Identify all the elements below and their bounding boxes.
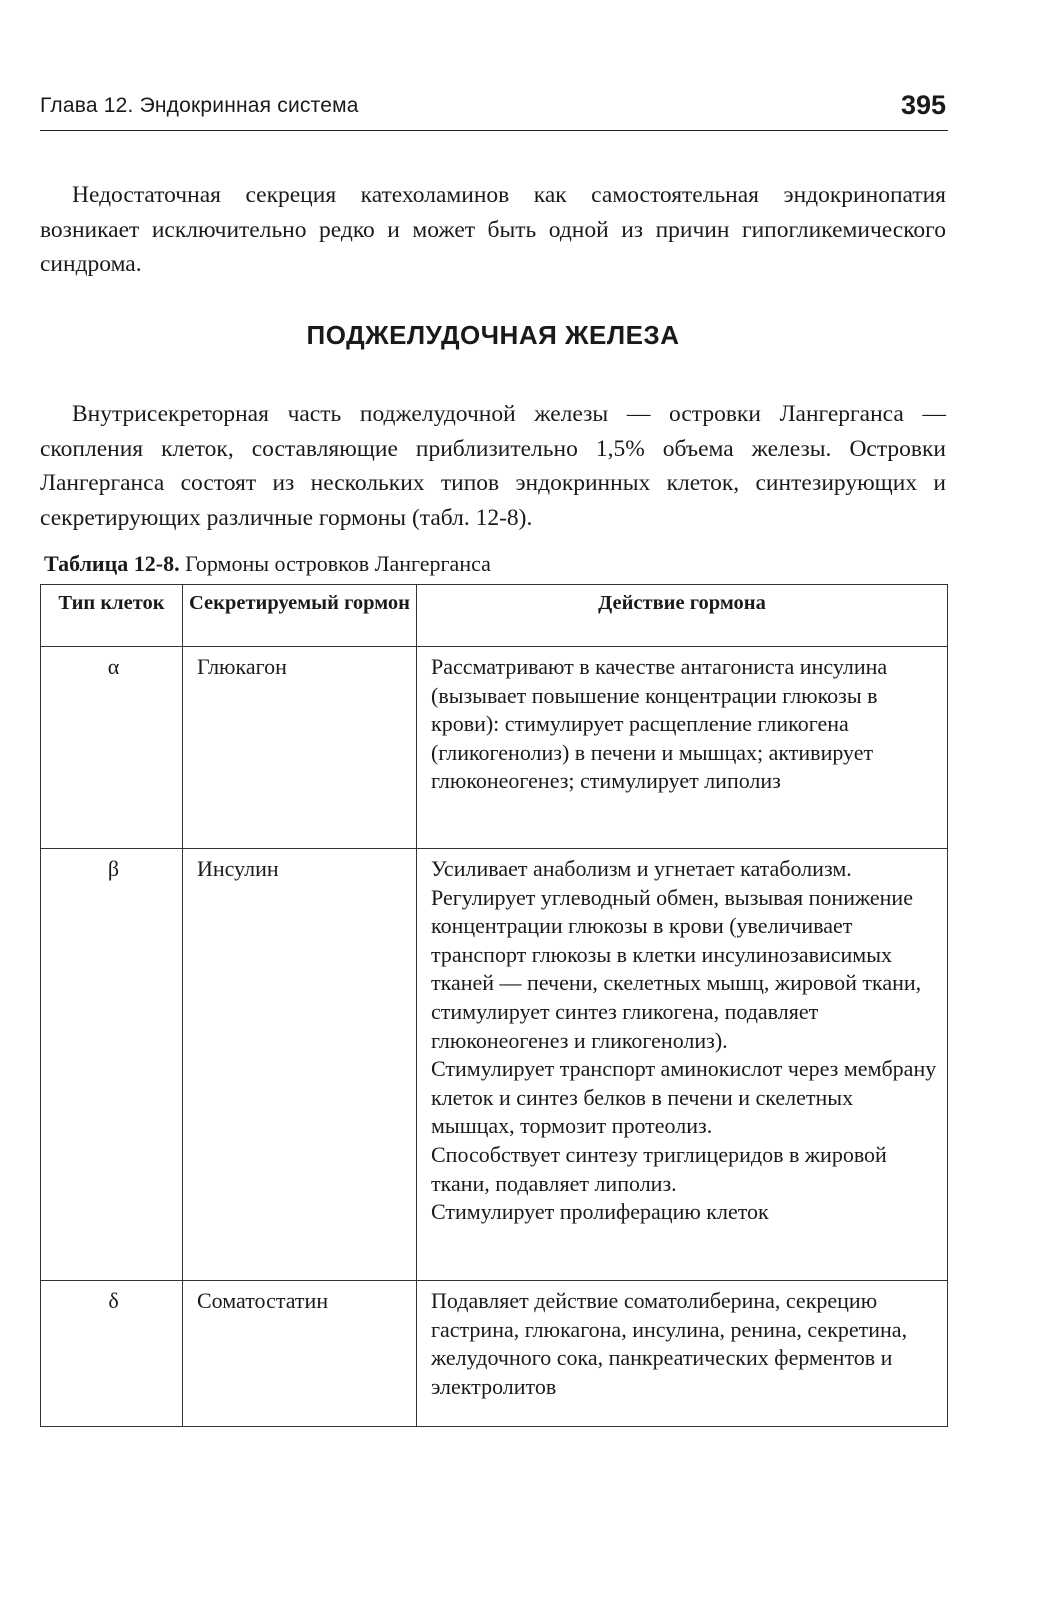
cell-type: α <box>41 647 183 849</box>
table-row <box>41 1281 948 1427</box>
table-header-row <box>41 585 948 647</box>
cell-action <box>417 647 948 849</box>
header-cell-hormone: Секретируемый гормон <box>183 585 417 647</box>
cell-hormone: Инсулин <box>183 849 417 1281</box>
action-text: Способствует синтезу триглицеридов в жировой ткани, подавляет липолиз. <box>431 1141 887 1196</box>
chapter-title: Глава 12. Эндокринная система <box>40 94 359 117</box>
action-text: Усиливает анаболизм и угнетает катаболизм. <box>431 856 852 881</box>
paragraph-islets: Внутрисекреторная часть поджелудочной железы — островки Лангерганса — скопления клеток, составляющие приблизительно 1,5% объема железы. Островки Лангерганса состоят из нескольких типов эндокринных клеток, синтезирующих и секретирующих различные гормоны (табл. 12-8). <box>40 401 946 531</box>
cell-type: δ <box>41 1281 183 1427</box>
action-text: Рассматривают в качестве антагониста инсулина (вызывает повышение концентрации глюкозы в крови): стимулирует расщепление гликогена (гликогенолиз) в печени и мышцах; активирует глюконеогенез; стимулирует липолиз <box>431 654 888 794</box>
table-caption <box>44 551 491 577</box>
cell-hormone: Соматостатин <box>183 1281 417 1427</box>
cell-action <box>417 1281 948 1427</box>
action-text: Стимулирует транспорт аминокислот через мембрану клеток и синтез белков в печени и скелетных мышцах, тормозит протеолиз. <box>431 1056 937 1139</box>
header-cell-action: Действие гормона <box>417 585 948 647</box>
action-text: Регулирует углеводный обмен, вызывая понижение концентрации глюкозы в крови (увеличивает транспорт глюкозы в клетки инсулинозависимых тканей — печени, скелетных мышц, жировой ткани, стимулирует синтез гликогена, подавляет глюконеогенез и гликогенолиз). <box>431 884 922 1053</box>
cell-action <box>417 849 948 1281</box>
cell-type: β <box>41 849 183 1281</box>
header-cell-type: Тип клеток <box>41 585 183 647</box>
cell-hormone: Глюкагон <box>183 647 417 849</box>
table-caption-label: Таблица 12-8. <box>44 551 180 576</box>
table-row <box>41 849 948 1281</box>
hormones-table <box>40 584 948 1427</box>
section-heading: ПОДЖЕЛУДОЧНАЯ ЖЕЛЕЗА <box>306 320 680 350</box>
table-caption-text: Гормоны островков Лангерганса <box>179 551 491 576</box>
action-text: Подавляет действие соматолиберина, секрецию гастрина, глюкагона, инсулина, ренина, секретина, желудочного сока, панкреатических ферментов и электролитов <box>431 1288 908 1399</box>
paragraph-catecholamines: Недостаточная секреция катехоламинов как самостоятельная эндокринопатия возникает исключительно редко и может быть одной из причин гипогликемического синдрома. <box>40 182 946 277</box>
table-row <box>41 647 948 849</box>
action-text: Стимулирует пролиферацию клеток <box>431 1199 769 1225</box>
running-header <box>40 92 948 131</box>
page-number: 395 <box>900 90 946 120</box>
